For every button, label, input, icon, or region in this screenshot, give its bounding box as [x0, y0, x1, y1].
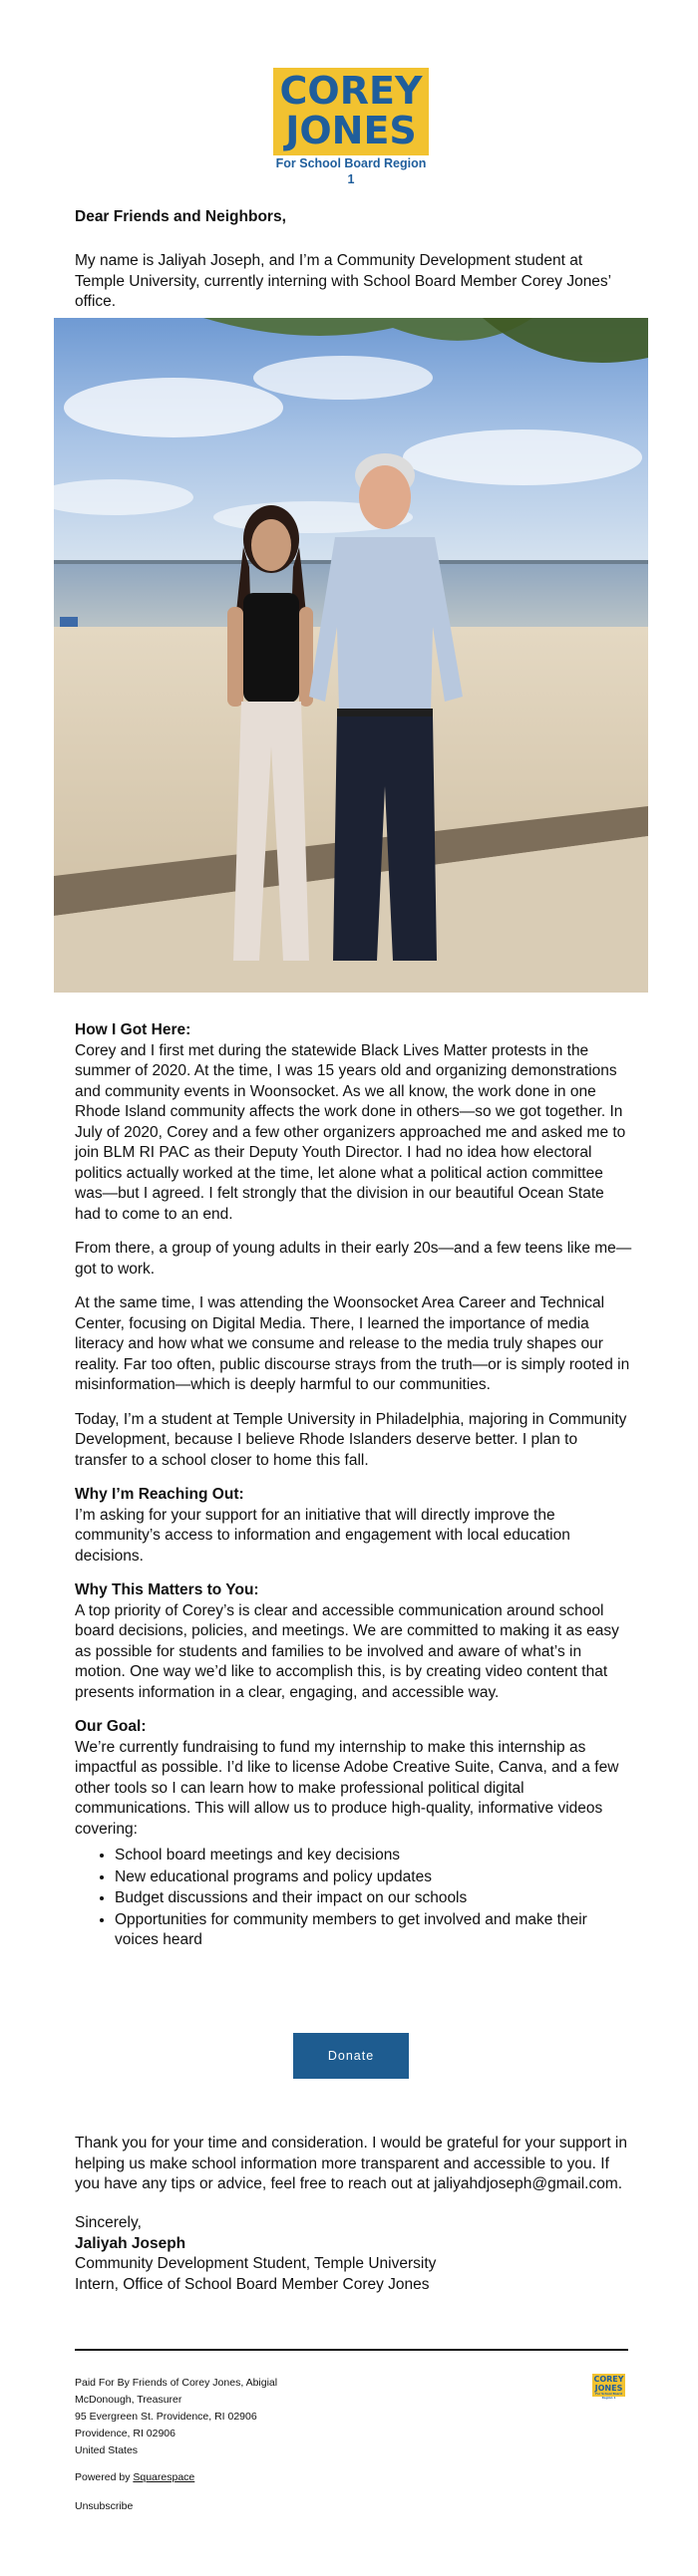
signature-block — [75, 2213, 633, 2295]
footer-logo-line-2: JONES — [594, 2383, 623, 2393]
heading-our-goal: Our Goal: — [75, 1718, 147, 1735]
goal-list — [115, 1846, 633, 1951]
signer-title-2: Intern, Office of School Board Member Corey Jones — [75, 2275, 430, 2293]
how-paragraph-4: Today, I’m a student at Temple University in Philadelphia, majoring in Community Development, because I believe Rhode Islanders deserve better. I plan to transfer to a school closer to home this fall. — [75, 1410, 627, 1469]
section-how — [75, 1020, 633, 1225]
heading-how-i-got-here: How I Got Here: — [75, 1021, 191, 1038]
squarespace-link[interactable]: Squarespace — [133, 2471, 195, 2483]
greeting: Dear Friends and Neighbors, — [75, 208, 286, 225]
section-why — [75, 1485, 633, 1567]
intro-paragraph: My name is Jaliyah Joseph, and I’m a Community Development student at Temple University, currently interning with School Board Member Corey Jones’ office. — [75, 252, 611, 310]
footer-divider — [75, 2349, 628, 2351]
photo-illustration — [54, 318, 648, 993]
matters-paragraph: A top priority of Corey’s is clear and accessible communication around school board decisions, policies, and meetings. We are committed to making it as easy as possible for students and families to be involved and aware of what’s in motion. One way we’d like to accomplish this, is by creating video content that presents information in a clear, engaging, and accessible way. — [75, 1601, 619, 1701]
section-matters — [75, 1580, 633, 1703]
goal-paragraph: We’re currently fundraising to fund my internship to make this internship as impactful as possible. I’d like to license Adobe Creative Suite, Canva, and a few other tools so I can learn how to make professional political digital communications. This will allow us to produce high-quality, informative videos covering: — [75, 1738, 619, 1838]
logo-line-first: COREY — [279, 69, 423, 113]
footer — [75, 2375, 474, 2515]
campaign-logo — [273, 68, 429, 186]
signoff-sincerely: Sincerely, — [75, 2214, 142, 2231]
why-paragraph: I’m asking for your support for an initiative that will directly improve the community’s access to information and engagement with local education decisions. — [75, 1506, 570, 1565]
list-item: • Budget discussions and their impact on our schools — [115, 1888, 633, 1909]
section-goal — [75, 1717, 633, 1840]
unsubscribe-link[interactable]: Unsubscribe — [75, 2500, 134, 2512]
paid-for-line-2: McDonough, Treasurer — [75, 2394, 182, 2406]
list-item: • School board meetings and key decisions — [115, 1846, 633, 1866]
list-item: • Opportunities for community members to get involved and make their voices heard — [115, 1910, 633, 1951]
footer-logo-subtitle: For School Board Region 1 — [595, 2392, 622, 2400]
paid-for-line-1: Paid For By Friends of Corey Jones, Abigial — [75, 2377, 278, 2389]
heading-why-reaching-out: Why I’m Reaching Out: — [75, 1486, 244, 1503]
donate-button[interactable]: Donate — [293, 2033, 409, 2079]
signer-name: Jaliyah Joseph — [75, 2234, 186, 2252]
how-paragraph-2: From there, a group of young adults in their early 20s—and a few teens like me—got to work. — [75, 1240, 632, 1278]
address-line-1: 95 Evergreen St. Providence, RI 02906 — [75, 2411, 257, 2423]
address-country: United States — [75, 2444, 139, 2456]
how-paragraph-3: At the same time, I was attending the Woonsocket Area Career and Technical Center, focusing on Digital Media. There, I learned the importance of media literacy and how what we consume and release to the media truly shapes our reality. Far too often, public discourse strays from the truth—or is simply rooted in misinformation—which is deeply harmful to our communities. — [75, 1294, 630, 1393]
how-paragraph-1: Corey and I first met during the statewide Black Lives Matter protests in the summer of 2020. At the time, I was 15 years old and organizing demonstrations and community events in Woonsocket. As we all know, the work done in one Rhode Island community affects the work done in others—so we got together. In July of 2020, Corey and a few other organizers approached me and asked me to join BLM RI PAC as their Deputy Youth Director. I had no idea how electoral politics actually worked at the time, let alone what a political action committee was—but I agreed. I felt strongly that the division in our beautiful Ocean State had to come to an end. — [75, 1041, 626, 1223]
list-item: • New educational programs and policy updates — [115, 1867, 633, 1888]
photo-beach-portrait — [54, 318, 648, 993]
logo-background — [273, 68, 429, 155]
footer-logo — [592, 2374, 625, 2400]
powered-by — [75, 2469, 474, 2486]
heading-why-matters: Why This Matters to You: — [75, 1581, 259, 1598]
closing-paragraph: Thank you for your time and consideration. I would be grateful for your support in helping us make school information more transparent and accessible to you. If you have any tips or advice, feel free to reach out at jaliyahdjoseph@gmail.com. — [75, 2135, 627, 2192]
letter-body — [75, 1020, 633, 1952]
logo-subtitle: For School Board Region 1 — [275, 156, 427, 186]
address-line-2: Providence, RI 02906 — [75, 2428, 175, 2439]
powered-by-prefix: Powered by — [75, 2471, 131, 2483]
signer-title-1: Community Development Student, Temple University — [75, 2255, 437, 2272]
logo-line-last: JONES — [285, 109, 417, 152]
footer-logo-line-1: COREY — [593, 2375, 624, 2384]
